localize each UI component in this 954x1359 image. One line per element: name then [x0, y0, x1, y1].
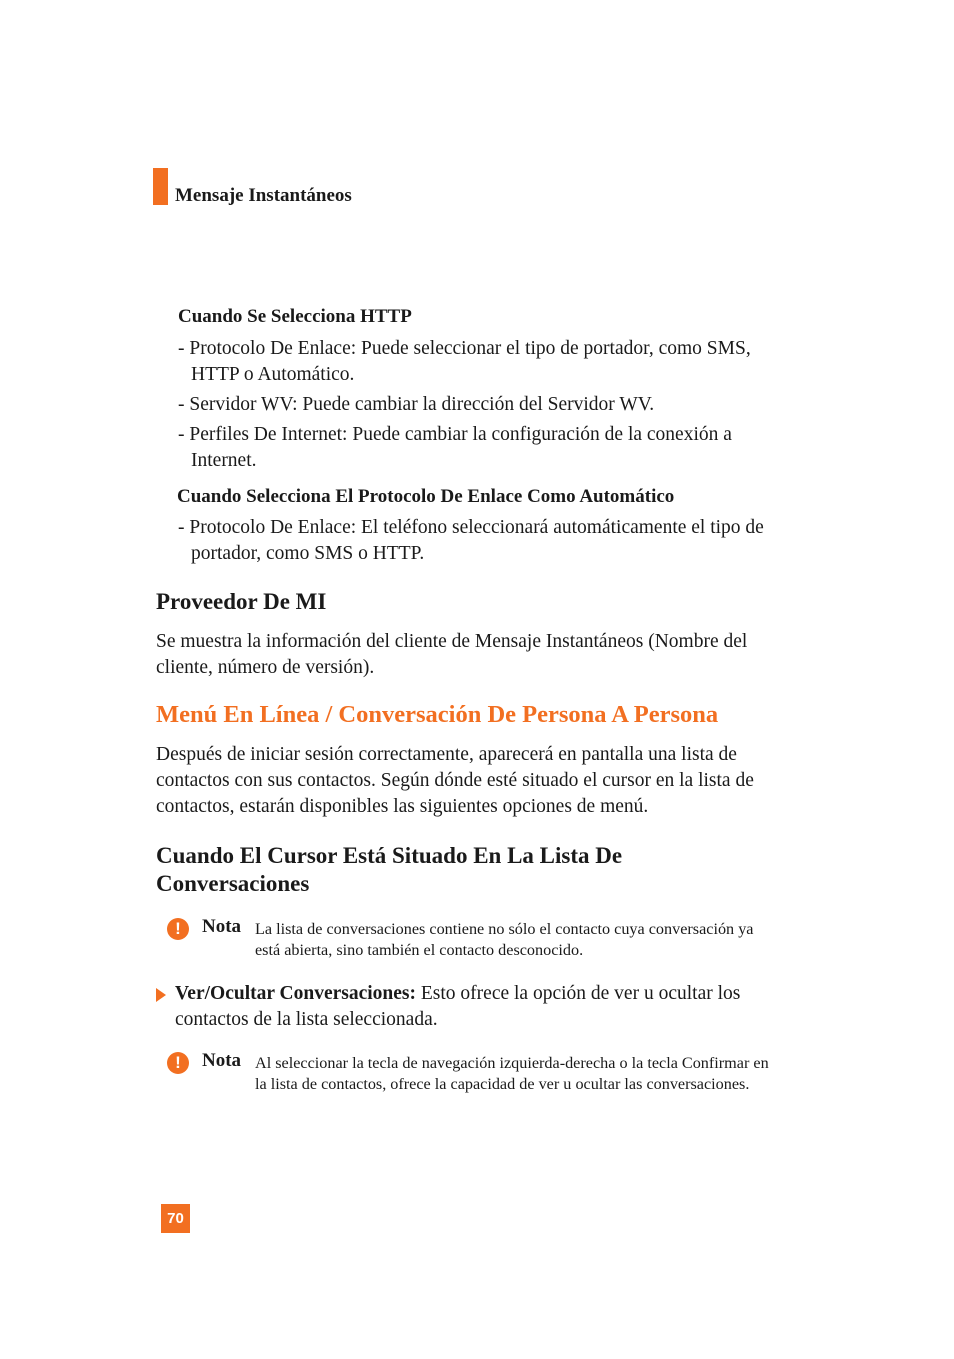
provider-text: Se muestra la información del cliente de Mensaje Instantáneos (Nombre del cliente, número de versión). — [156, 631, 748, 678]
http-item-1: - Protocolo De Enlace: Puede seleccionar el tipo de portador, como SMS, HTTP o Automático. — [178, 338, 751, 385]
note-label: Nota — [202, 1050, 242, 1071]
note-exclamation-icon: ! — [167, 918, 189, 940]
auto-item-1: - Protocolo De Enlace: El teléfono seleccionará automáticamente el tipo de portador, como SMS o HTTP. — [178, 517, 764, 564]
note-text: Al seleccionar la tecla de navegación izquierda-derecha o la tecla Confirmar en la lista de contactos, ofrece la capacidad de ver u ocultar las conversaciones. — [255, 1054, 769, 1093]
http-heading: Cuando Se Selecciona HTTP — [178, 306, 412, 327]
auto-heading: Cuando Selecciona El Protocolo De Enlace Como Automático — [177, 486, 675, 507]
section-title: Mensaje Instantáneos — [175, 185, 352, 206]
option-text: Esto ofrece la opción de ver u ocultar los contactos de la lista seleccionada. — [175, 983, 741, 1030]
online-menu-text: Después de iniciar sesión correctamente, aparecerá en pantalla una lista de contactos con sus contactos. Según dónde esté situado el cursor en la lista de contactos, estarán disponibles las siguientes opciones de menú. — [156, 744, 754, 817]
option-label: Ver/Ocultar Conversaciones: — [175, 983, 417, 1004]
note-label: Nota — [202, 916, 242, 937]
option-show-hide-conversations — [175, 981, 785, 1033]
online-menu-heading: Menú En Línea / Conversación De Persona A Persona — [156, 701, 719, 728]
page-number: 70 — [161, 1204, 190, 1233]
note-exclamation-icon: ! — [167, 1052, 189, 1074]
http-item-3: - Perfiles De Internet: Puede cambiar la configuración de la conexión a Internet. — [178, 424, 732, 471]
cursor-heading: Cuando El Cursor Está Situado En La Lista De Conversaciones — [156, 843, 623, 896]
triangle-bullet-icon — [156, 988, 166, 1002]
http-item-2: - Servidor WV: Puede cambiar la dirección del Servidor WV. — [178, 394, 655, 415]
note-text: La lista de conversaciones contiene no sólo el contacto cuya conversación ya está abierta, sino también el contacto desconocido. — [255, 920, 754, 959]
provider-heading: Proveedor De MI — [156, 589, 327, 614]
section-marker-bar — [153, 168, 168, 205]
